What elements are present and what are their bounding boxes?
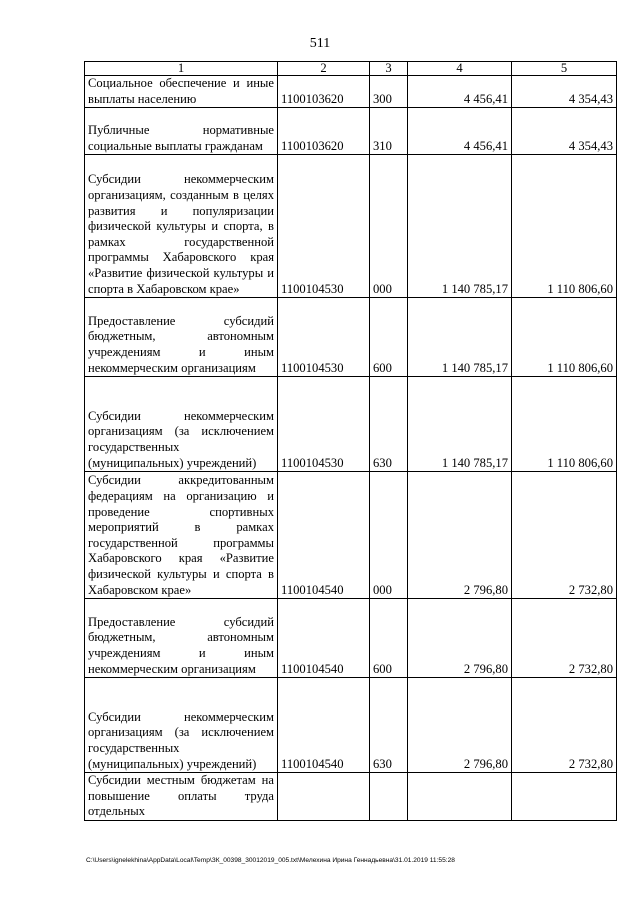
column-header: 1: [85, 62, 278, 76]
row-value-col5: 1 110 806,60: [512, 377, 617, 472]
row-value-col4: 2 796,80: [408, 599, 512, 678]
table-row: [85, 599, 617, 678]
row-code: 1100103620: [278, 76, 370, 108]
table-row: [85, 773, 617, 821]
row-expense-type: [370, 773, 408, 821]
row-value-col5: 2 732,80: [512, 599, 617, 678]
row-name: Социальное обеспечение и иные выплаты населению: [85, 76, 278, 108]
table-row: [85, 108, 617, 155]
row-name: Субсидии некоммерческим организациям (за исключением государственных (муниципальных) учреждений): [85, 678, 278, 773]
row-value-col5: [512, 773, 617, 821]
table-row: [85, 678, 617, 773]
table-row: [85, 155, 617, 298]
row-value-col4: 2 796,80: [408, 678, 512, 773]
table-row: [85, 76, 617, 108]
row-code: 1100103620: [278, 108, 370, 155]
row-code: 1100104540: [278, 472, 370, 599]
row-value-col4: 1 140 785,17: [408, 377, 512, 472]
column-header: 4: [408, 62, 512, 76]
row-value-col5: 2 732,80: [512, 678, 617, 773]
table-header-row: [85, 62, 617, 76]
row-code: 1100104530: [278, 298, 370, 377]
row-value-col4: 2 796,80: [408, 472, 512, 599]
row-name: Субсидии аккредитованным федерациям на организацию и проведение спортивных мероприятий в рамках государственной программы Хабаровского края «Развитие физической культуры и спорта в Хабаровском крае»: [85, 472, 278, 599]
row-expense-type: 000: [370, 472, 408, 599]
budget-table: [84, 61, 617, 821]
row-expense-type: 600: [370, 599, 408, 678]
row-code: 1100104530: [278, 377, 370, 472]
row-value-col5: 4 354,43: [512, 108, 617, 155]
row-code: 1100104540: [278, 599, 370, 678]
row-value-col5: 1 110 806,60: [512, 155, 617, 298]
row-value-col4: 4 456,41: [408, 108, 512, 155]
row-expense-type: 300: [370, 76, 408, 108]
row-name: Предоставление субсидий бюджетным, автономным учреждениям и иным некоммерческим организациям: [85, 599, 278, 678]
row-value-col5: 1 110 806,60: [512, 298, 617, 377]
row-name: Субсидии местным бюджетам на повышение оплаты труда отдельных: [85, 773, 278, 821]
row-name: Публичные нормативные социальные выплаты гражданам: [85, 108, 278, 155]
row-expense-type: 630: [370, 678, 408, 773]
column-header: 3: [370, 62, 408, 76]
table-row: [85, 298, 617, 377]
row-code: [278, 773, 370, 821]
document-footer-path: C:\Users\ignelekhina\AppData\Local\Temp\ЗК_00398_30012019_005.txt\Мелехина Ирина Геннадьевна\31.01.2019 11:55:28: [86, 857, 455, 864]
column-header: 5: [512, 62, 617, 76]
row-value-col4: 1 140 785,17: [408, 155, 512, 298]
row-expense-type: 600: [370, 298, 408, 377]
row-code: 1100104540: [278, 678, 370, 773]
row-value-col4: 1 140 785,17: [408, 298, 512, 377]
row-name: Субсидии некоммерческим организациям, созданным в целях развития и популяризации физической культуры и спорта, в рамках государственной программы Хабаровского края «Развитие физической культуры и спорта в Хабаровском крае»: [85, 155, 278, 298]
page-number: 511: [309, 36, 331, 51]
row-name: Предоставление субсидий бюджетным, автономным учреждениям и иным некоммерческим организациям: [85, 298, 278, 377]
row-expense-type: 310: [370, 108, 408, 155]
row-value-col4: 4 456,41: [408, 76, 512, 108]
row-code: 1100104530: [278, 155, 370, 298]
row-name: Субсидии некоммерческим организациям (за исключением государственных (муниципальных) учреждений): [85, 377, 278, 472]
row-expense-type: 000: [370, 155, 408, 298]
row-value-col4: [408, 773, 512, 821]
row-expense-type: 630: [370, 377, 408, 472]
row-value-col5: 4 354,43: [512, 76, 617, 108]
row-value-col5: 2 732,80: [512, 472, 617, 599]
column-header: 2: [278, 62, 370, 76]
table-row: [85, 377, 617, 472]
table-row: [85, 472, 617, 599]
